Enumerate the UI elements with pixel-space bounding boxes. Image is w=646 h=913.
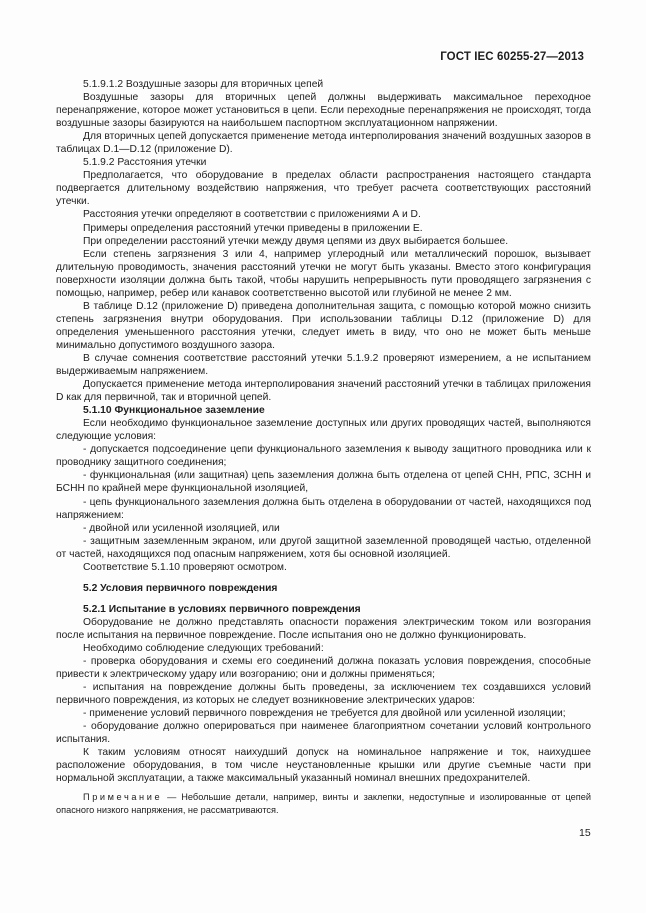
page-content: [56, 78, 591, 816]
paragraph: Допускается применение метода интерполирования значений расстояний утечки в таблицах приложения D как для первичной, так и вторичной цепей.: [56, 379, 591, 404]
paragraph: Если степень загрязнения 3 или 4, например углеродный или металлический порошок, вызывает длительную проводимость, значения расстояний утечки не могут быть указаны. Вместо этого конфигурация поверхности изоляции должна быть такой, чтобы нарушить непрерывность пути проводящего загрязнения с помощью, например, ребер или канавок соответственно высотой или глубиной не менее 2 мм.: [56, 248, 591, 299]
note: [56, 791, 591, 816]
paragraph: Воздушные зазоры для вторичных цепей должны выдерживать максимальное переходное перенапряжение, которое может установиться в цепи. Если переходные перенапряжения не происходят, тогда воздушные зазоры базируются на наибольшем паспортном эксплуатационном напряжении.: [56, 92, 591, 130]
list-item: - применение условий первичного повреждения не требуется для двойной или усиленной изоляции;: [83, 708, 566, 720]
section-heading: 5.2.1 Испытание в условиях первичного повреждения: [83, 603, 361, 615]
paragraph: К таким условиям относят наихудший допуск на номинальное напряжение и ток, наихудшее расположение оборудования, в том числе неустановленные крышки или другие съемные части при нормальной эксплуатации, а также максимальный указанный номинал внешних предохранителей.: [56, 747, 591, 785]
paragraph: Примеры определения расстояний утечки приведены в приложении Е.: [83, 222, 423, 234]
section-heading: 5.1.10 Функциональное заземление: [83, 405, 265, 417]
subsection-heading: 5.1.9.1.2 Воздушные зазоры для вторичных цепей: [83, 79, 324, 90]
paragraph: Предполагается, что оборудование в пределах области распространения настоящего стандарта подвергается длительному воздействию напряжения, что требует расчета соответствующих расстояний утечки.: [56, 170, 591, 208]
list-item: - функциональная (или защитная) цепь заземления должна быть отделена от цепей СНН, РПС, ЗСНН и БСНН по крайней мере функциональной изоляцией,: [56, 470, 591, 495]
paragraph: Расстояния утечки определяют в соответствии с приложениями А и D.: [83, 209, 421, 221]
list-item: - допускается подсоединение цепи функционального заземления к выводу защитного проводника или к проводнику защитного соединения;: [56, 444, 591, 469]
list-item: - защитным заземленным экраном, или другой защитной заземленной проводящей частью, отделенной от частей, находящихся под опасным напряжением, хотя бы основной изоляцией.: [56, 535, 591, 560]
list-item: - цепь функционального заземления должна быть отделена в оборудовании от частей, находящихся под напряжением:: [56, 496, 591, 521]
note-label: Примечание: [83, 792, 163, 803]
note-text: — Небольшие детали, например, винты и заклепки, недоступные и изолированные от цепей опасного низкого напряжения, не рассматриваются.: [56, 792, 591, 815]
paragraph: При определении расстояний утечки между двумя цепями из двух выбирается большее.: [83, 235, 509, 247]
list-item: - оборудование должно оперироваться при наименее благоприятном сочетании условий контрольного испытания.: [56, 721, 591, 746]
paragraph: Если необходимо функциональное заземление доступных или других проводящих частей, выполняются следующие условия:: [56, 418, 591, 443]
list-item: - испытания на повреждение должны быть проведены, за исключением тех создавшихся условий первичного повреждения, из которых не следует возникновение электрических ударов:: [56, 682, 591, 707]
paragraph: Необходимо соблюдение следующих требований:: [83, 642, 324, 654]
paragraph: Оборудование не должно представлять опасности поражения электрическим током или возгорания после испытания на первичное повреждение. После испытания оно не должно функционировать.: [56, 616, 591, 641]
page-number: 15: [579, 827, 591, 839]
list-item: - двойной или усиленной изоляцией, или: [83, 522, 280, 534]
list-item: - проверка оборудования и схемы его соединений должна показать условия повреждения, способные привести к электрическому удару или возгоранию; они и должны применяться;: [56, 656, 591, 681]
paragraph: Для вторичных цепей допускается применение метода интерполирования значений воздушных зазоров в таблицах D.1—D.12 (приложение D).: [56, 131, 592, 156]
paragraph: В случае сомнения соответствие расстояний утечки 5.1.9.2 проверяют измерением, а не испытанием выдерживаемым напряжением.: [56, 352, 591, 378]
paragraph: В таблице D.12 (приложение D) приведена дополнительная защита, с помощью которой можно снизить степень загрязнения внутри оборудования. При использовании таблицы D.12 (приложение D) для определения уменьшенного расстояния утечки, следует иметь в виду, что оно не может быть меньше минимально допустимого воздушного зазора.: [56, 300, 591, 351]
paragraph: Соответствие 5.1.10 проверяют осмотром.: [83, 561, 287, 573]
subsection-heading: 5.1.9.2 Расстояния утечки: [83, 157, 207, 169]
standard-header: ГОСТ IEC 60255-27—2013: [440, 51, 584, 63]
section-heading: 5.2 Условия первичного повреждения: [83, 582, 278, 594]
